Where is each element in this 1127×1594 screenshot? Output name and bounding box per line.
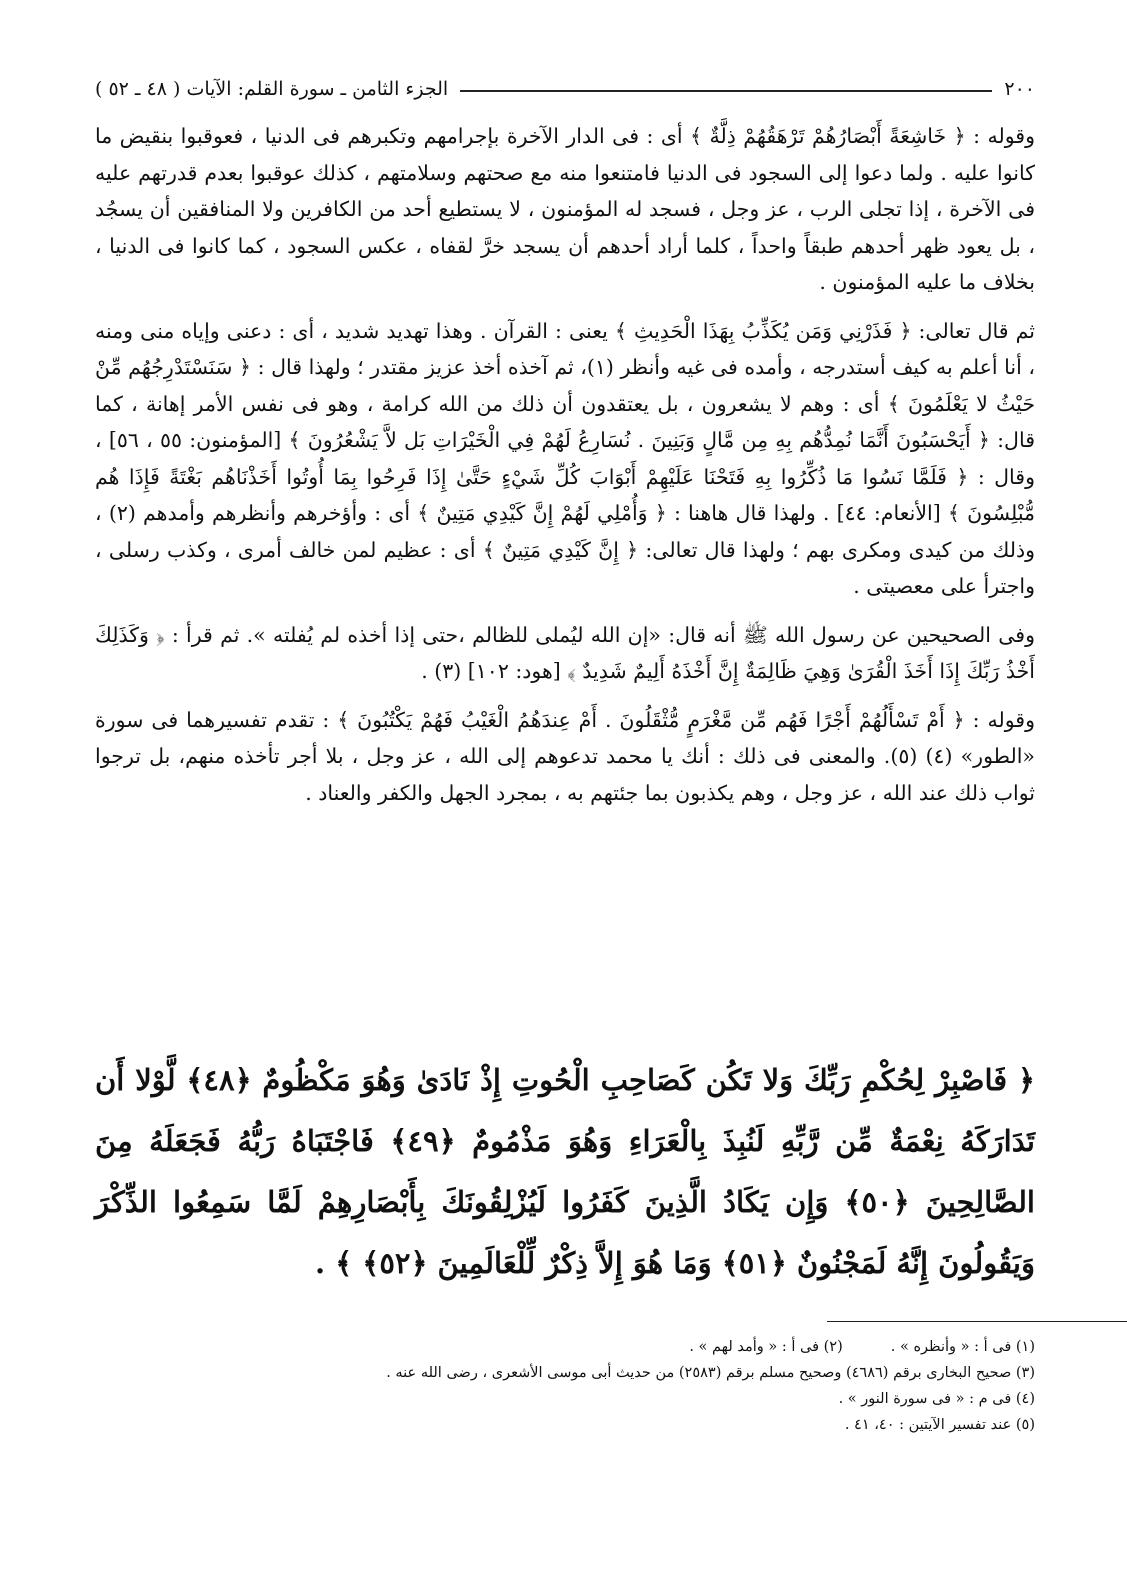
page-number: ٢٠٠ [1004,78,1035,100]
footnote-2: (٢) فى أ : « وأمد لهم » . [689,1339,843,1355]
footnote-3: (٣) صحيح البخارى برقم (٤٦٨٦) وصحيح مسلم برقم (٢٥٨٣) من حديث أبى موسى الأشعرى ، رضى الله عنه . [386,1365,1035,1381]
footnote-separator [827,1321,1127,1322]
header-title: الجزء الثامن ـ سورة القلم: الآيات ( ٤٨ ـ ٥٢ ) [95,78,449,100]
header-rule [460,90,992,92]
footnote-row [95,1334,1035,1360]
paragraph-2: ثم قال تعالى: ﴿ فَذَرْنِي وَمَن يُكَذِّبُ بِهَذَا الْحَدِيثِ ﴾ يعنى : القرآن . وهذا تهديد شديد ، أى : دعنى وإياه منى ومنه ، أنا أعلم به كيف أستدرجه ، وأمده فى غيه وأنظر (١)، ثم آخذه أخذ عزيز مقتدر ؛ ولهذا قال : ﴿ سَنَسْتَدْرِجُهُم مِّنْ حَيْثُ لا يَعْلَمُونَ ﴾ أى : وهم لا يشعرون ، بل يعتقدون أن ذلك من الله كرامة ، وهو فى نفس الأمر إهانة ، كما قال: ﴿ أَيَحْسَبُونَ أَنَّمَا نُمِدُّهُم بِهِ مِن مَّالٍ وَبَنِينَ . نُسَارِعُ لَهُمْ فِي الْخَيْرَاتِ بَل لاَّ يَشْعُرُونَ ﴾ [المؤمنون: ٥٥ ، ٥٦] ، وقال : ﴿ فَلَمَّا نَسُوا مَا ذُكِّرُوا بِهِ فَتَحْنَا عَلَيْهِمْ أَبْوَابَ كُلِّ شَيْءٍ حَتَّىٰ إِذَا فَرِحُوا بِمَا أُوتُوا أَخَذْنَاهُم بَغْتَةً فَإِذَا هُم مُّبْلِسُونَ ﴾ [الأنعام: ٤٤] . ولهذا قال هاهنا : ﴿ وَأُمْلِي لَهُمْ إِنَّ كَيْدِي مَتِينٌ ﴾ أى : وأؤخرهم وأنظرهم وأمدهم (٢) ، وذلك من كيدى ومكرى بهم ؛ ولهذا قال تعالى: ﴿ إِنَّ كَيْدِي مَتِينٌ ﴾ أى : عظيم لمن خالف أمرى ، وكذب رسلى ، واجترأ على معصيتى . [95,318,1036,598]
footnote-1: (١) فى أ : « وأنظره » . [890,1339,1035,1355]
quran-verse-block: ﴿ فَاصْبِرْ لِحُكْمِ رَبِّكَ وَلا تَكُن كَصَاحِبِ الْحُوتِ إِذْ نَادَىٰ وَهُوَ مَكْظُومٌ ﴿٤٨﴾ لَّوْلا أَن تَدَارَكَهُ نِعْمَةٌ مِّن رَّبِّهِ لَنُبِذَ بِالْعَرَاءِ وَهُوَ مَذْمُومٌ ﴿٤٩﴾ فَاجْتَبَاهُ رَبُّهُ فَجَعَلَهُ مِنَ الصَّالِحِينَ ﴿٥٠﴾ وَإِن يَكَادُ الَّذِينَ كَفَرُوا لَيُزْلِقُونَكَ بِأَبْصَارِهِمْ لَمَّا سَمِعُوا الذِّكْرَ وَيَقُولُونَ إِنَّهُ لَمَجْنُونٌ ﴿٥١﴾ وَمَا هُوَ إِلاَّ ذِكْرٌ لِّلْعَالَمِينَ ﴿٥٢﴾ ﴾ . [95,1063,1035,1280]
footnote-4: (٤) فى م : « فى سورة النور » . [838,1391,1035,1407]
commentary-body [95,118,1035,823]
paragraph-4: وقوله : ﴿ أَمْ تَسْأَلُهُمْ أَجْرًا فَهُم مِّن مَّغْرَمٍ مُّثْقَلُونَ . أَمْ عِندَهُمُ الْغَيْبُ فَهُمْ يَكْتُبُونَ ﴾ : تقدم تفسيرهما فى سورة «الطور» (٤) (٥). والمعنى فى ذلك : أنك يا محمد تدعوهم إلى الله ، عز وجل ، بلا أجر تأخذه منهم، بل ترجوا ثواب ذلك عند الله ، عز وجل ، وهم يكذبون بما جئتهم به ، بمجرد الجهل والكفر والعناد . [95,707,1035,805]
paragraph-3: وفى الصحيحين عن رسول الله ﷺ أنه قال: «إن الله ليُملى للظالم ،حتى إذا أخذه لم يُفلته ». ثم قرأ : ﴿ وَكَذَلِكَ أَخْذُ رَبِّكَ إِذَا أَخَذَ الْقُرَىٰ وَهِيَ ظَالِمَةٌ إِنَّ أَخْذَهُ أَلِيمٌ شَدِيدٌ ﴾ [هود: ١٠٢] (٣) . [95,622,1035,683]
paragraph-1: وقوله : ﴿ خَاشِعَةً أَبْصَارُهُمْ تَرْهَقُهُمْ ذِلَّةٌ ﴾ أى : فى الدار الآخرة بإجرامهم وتكبرهم فى الدنيا ، فعوقبوا بنقيض ما كانوا عليه . ولما دعوا إلى السجود فى الدنيا فامتنعوا منه مع صحتهم وسلامتهم ، كذلك عوقبوا بعدم قدرتهم عليه فى الآخرة ، إذا تجلى الرب ، عز وجل ، فسجد له المؤمنون ، لا يستطيع أحد من الكافرين ولا المنافقين أن يسجُد ، بل يعود ظهر أحدهم طبقاً واحداً ، كلما أراد أحدهم أن يسجد خرَّ لقفاه ، عكس السجود ، كما كانوا فى الدنيا ، بخلاف ما عليه المؤمنون . [95,124,1035,294]
footnote-5: (٥) عند تفسير الآيتين : ٤٠، ٤١ . [844,1417,1035,1433]
footnotes [95,1334,1035,1438]
running-header [95,72,1035,106]
